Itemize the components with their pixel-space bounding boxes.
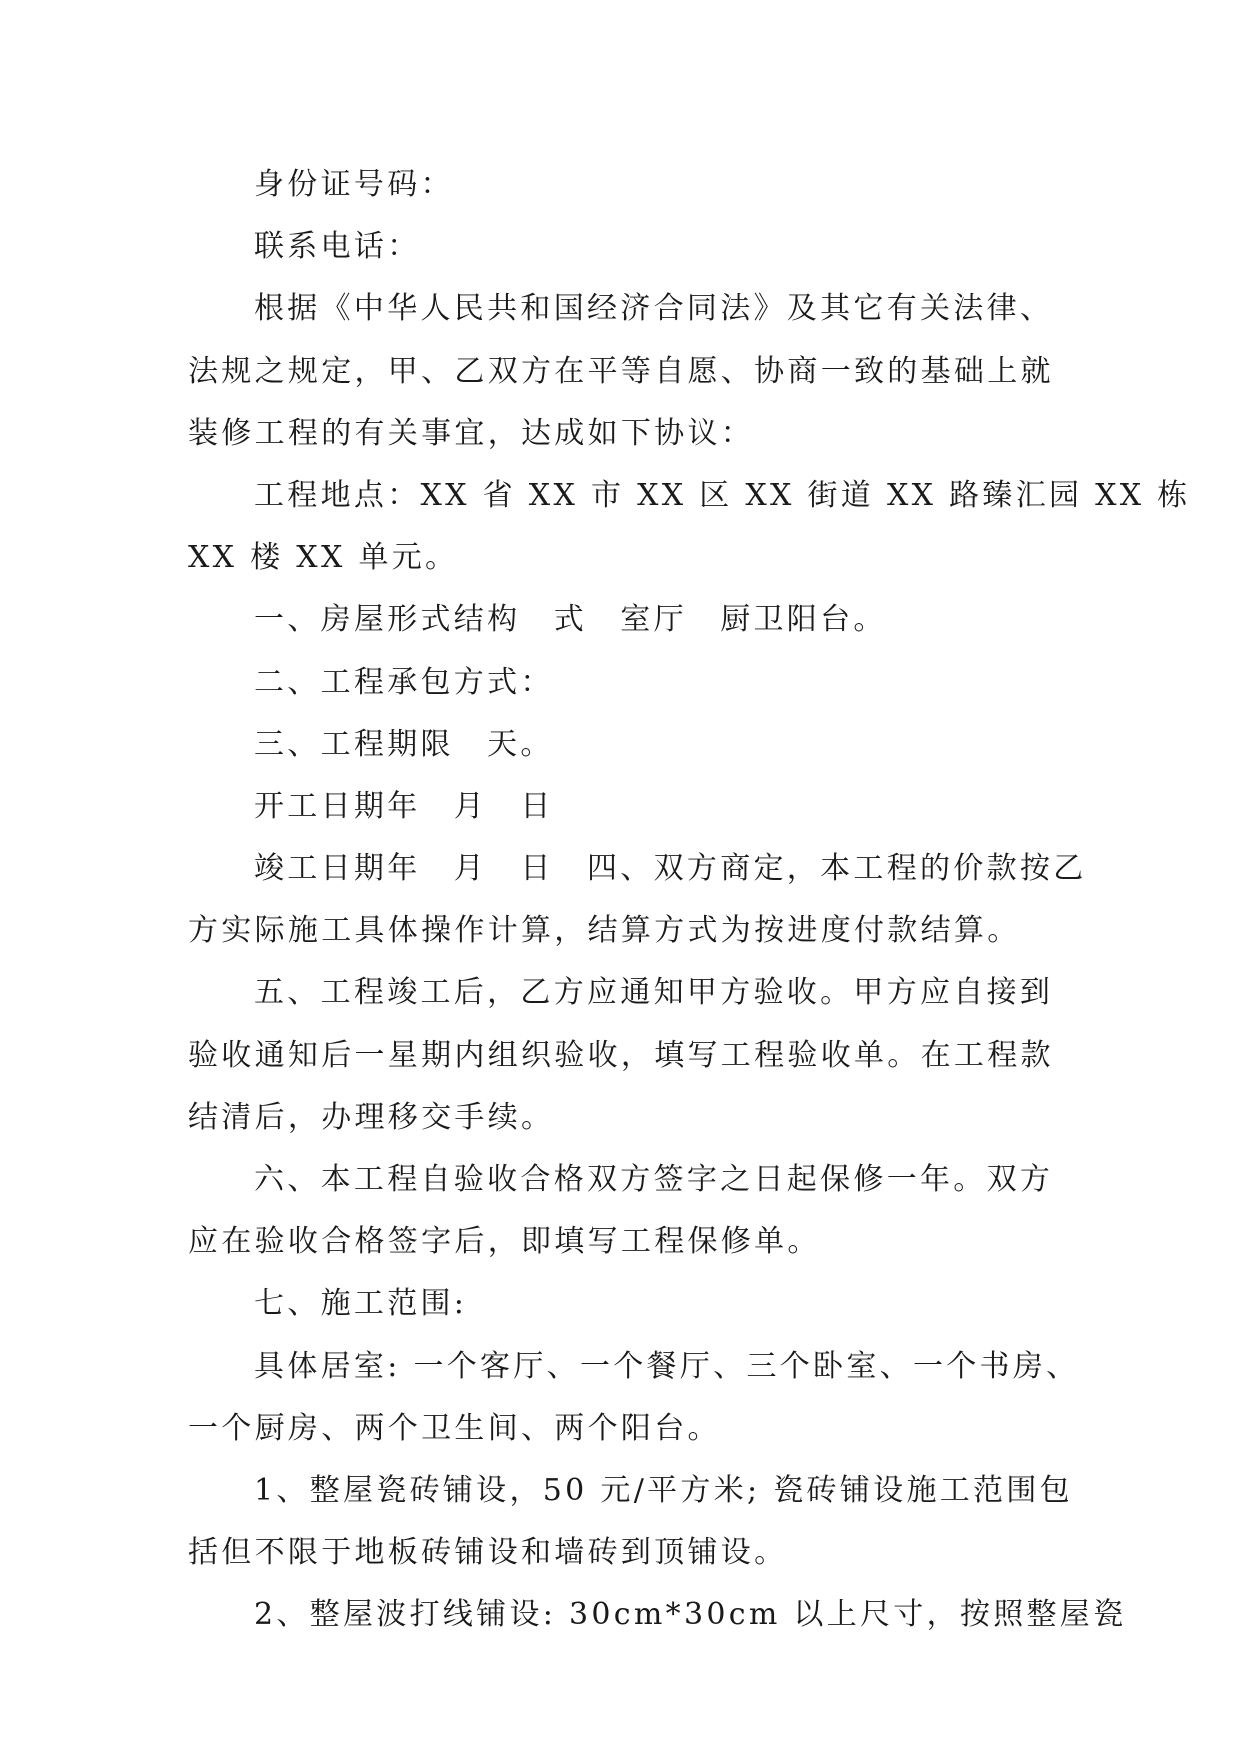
line-item-2: 2、整屋波打线铺设: 30cm*30cm 以上尺寸，按照整屋瓷 — [254, 1597, 1127, 1633]
line-site-2: XX 楼 XX 单元。 — [188, 540, 459, 576]
line-end-date-clause-4: 竣工日期年 月 日 四、双方商定，本工程的价款按乙 — [254, 851, 1087, 887]
line-clause-3: 三、工程期限 天。 — [254, 726, 554, 762]
line-preamble-1: 根据《中华人民共和国经济合同法》及其它有关法律、 — [254, 291, 1054, 327]
line-id-number: 身份证号码： — [254, 167, 454, 202]
line-clause-6: 六、本工程自验收合格双方签字之日起保修一年。双方 — [254, 1162, 1054, 1197]
line-preamble-3: 装修工程的有关事宜，达成如下协议： — [188, 415, 755, 451]
line-clause-5-cont-1: 验收通知后一星期内组织验收，填写工程验收单。在工程款 — [188, 1037, 1054, 1073]
line-clause-1: 一、房屋形式结构 式 室厅 厨卫阳台。 — [254, 602, 887, 638]
line-clause-4-cont: 方实际施工具体操作计算，结算方式为按进度付款结算。 — [188, 913, 1021, 949]
line-rooms-2: 一个厨房、两个卫生间、两个阳台。 — [188, 1410, 721, 1446]
line-site-1: 工程地点：XX 省 XX 市 XX 区 XX 街道 XX 路臻汇园 XX 栋 — [254, 477, 1191, 513]
document-body — [188, 154, 1191, 1647]
line-phone: 联系电话： — [254, 229, 421, 265]
line-clause-7: 七、施工范围: — [254, 1286, 468, 1322]
line-clause-6-cont: 应在验收合格签字后，即填写工程保修单。 — [188, 1224, 821, 1260]
line-clause-5-cont-2: 结清后，办理移交手续。 — [188, 1099, 555, 1135]
line-clause-5: 五、工程竣工后，乙方应通知甲方验收。甲方应自接到 — [254, 975, 1054, 1011]
line-clause-2: 二、工程承包方式： — [254, 664, 554, 700]
line-item-1-cont: 括但不限于地板砖铺设和墙砖到顶铺设。 — [188, 1535, 788, 1571]
line-item-1: 1、整屋瓷砖铺设，50 元/平方米; 瓷砖铺设施工范围包 — [254, 1472, 1073, 1508]
line-preamble-2: 法规之规定，甲、乙双方在平等自愿、协商一致的基础上就 — [188, 353, 1054, 389]
line-rooms-1: 具体居室: 一个客厅、一个餐厅、三个卧室、一个书房、 — [254, 1348, 1080, 1384]
line-start-date: 开工日期年 月 日 — [254, 788, 554, 824]
